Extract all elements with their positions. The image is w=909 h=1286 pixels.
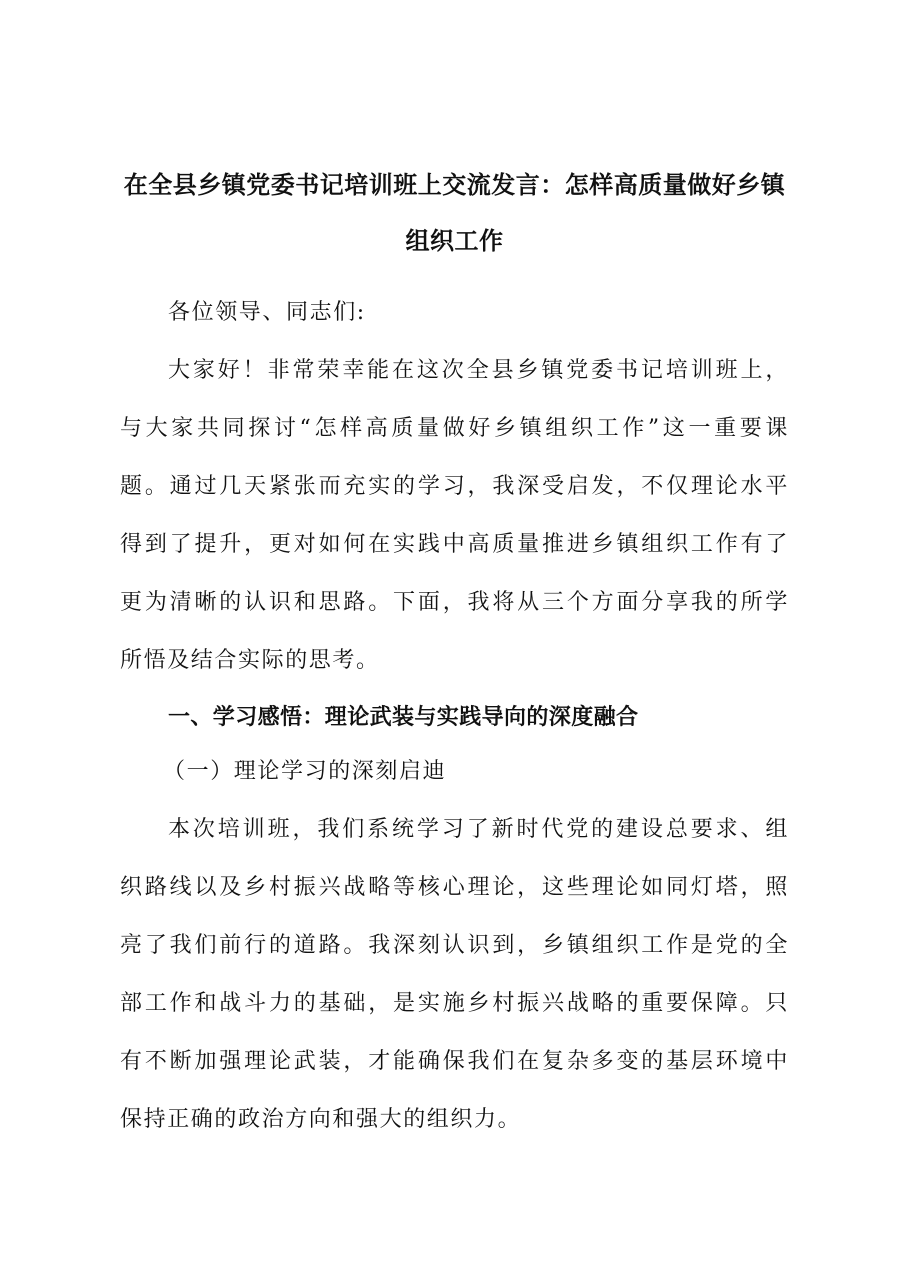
paragraph-1-line-6: 所悟及结合实际的思考。 — [120, 648, 380, 673]
section-heading-1: 一、学习感悟：理论武装与实践导向的深度融合 — [168, 705, 639, 730]
paragraph-2-line-6: 保持正确的政治方向和强大的组织力。 — [120, 1107, 522, 1132]
paragraph-1-line-3: 题。通过几天紧张而充实的学习，我深受启发，不仅理论水平 — [120, 474, 789, 499]
paragraph-2-line-2: 织路线以及乡村振兴战略等核心理论，这些理论如同灯塔，照 — [120, 875, 789, 900]
paragraph-2-line-1: 本次培训班，我们系统学习了新时代党的建设总要求、组 — [168, 817, 789, 842]
paragraph-2-line-5: 有不断加强理论武装，才能确保我们在复杂多变的基层环境中 — [120, 1049, 789, 1074]
document-title — [120, 157, 789, 269]
subsection-heading-1: （一）理论学习的深刻启迪 — [163, 759, 447, 784]
paragraph-1-line-4: 得到了提升，更对如何在实践中高质量推进乡镇组织工作有了 — [120, 532, 789, 557]
paragraph-1-line-1: 大家好！非常荣幸能在这次全县乡镇党委书记培训班上， — [168, 358, 789, 383]
title-line-1: 在全县乡镇党委书记培训班上交流发言：怎样高质量做好乡镇 — [123, 171, 786, 199]
title-line-2: 组织工作 — [405, 227, 504, 255]
paragraph-1-line-2: 与大家共同探讨“怎样高质量做好乡镇组织工作”这一重要课 — [120, 416, 789, 441]
paragraph-2-line-3: 亮了我们前行的道路。我深刻认识到，乡镇组织工作是党的全 — [120, 933, 789, 958]
paragraph-1-line-5: 更为清晰的认识和思路。下面，我将从三个方面分享我的所学 — [120, 590, 789, 615]
salutation: 各位领导、同志们: — [168, 300, 366, 325]
paragraph-2-line-4: 部工作和战斗力的基础，是实施乡村振兴战略的重要保障。只 — [120, 991, 789, 1016]
